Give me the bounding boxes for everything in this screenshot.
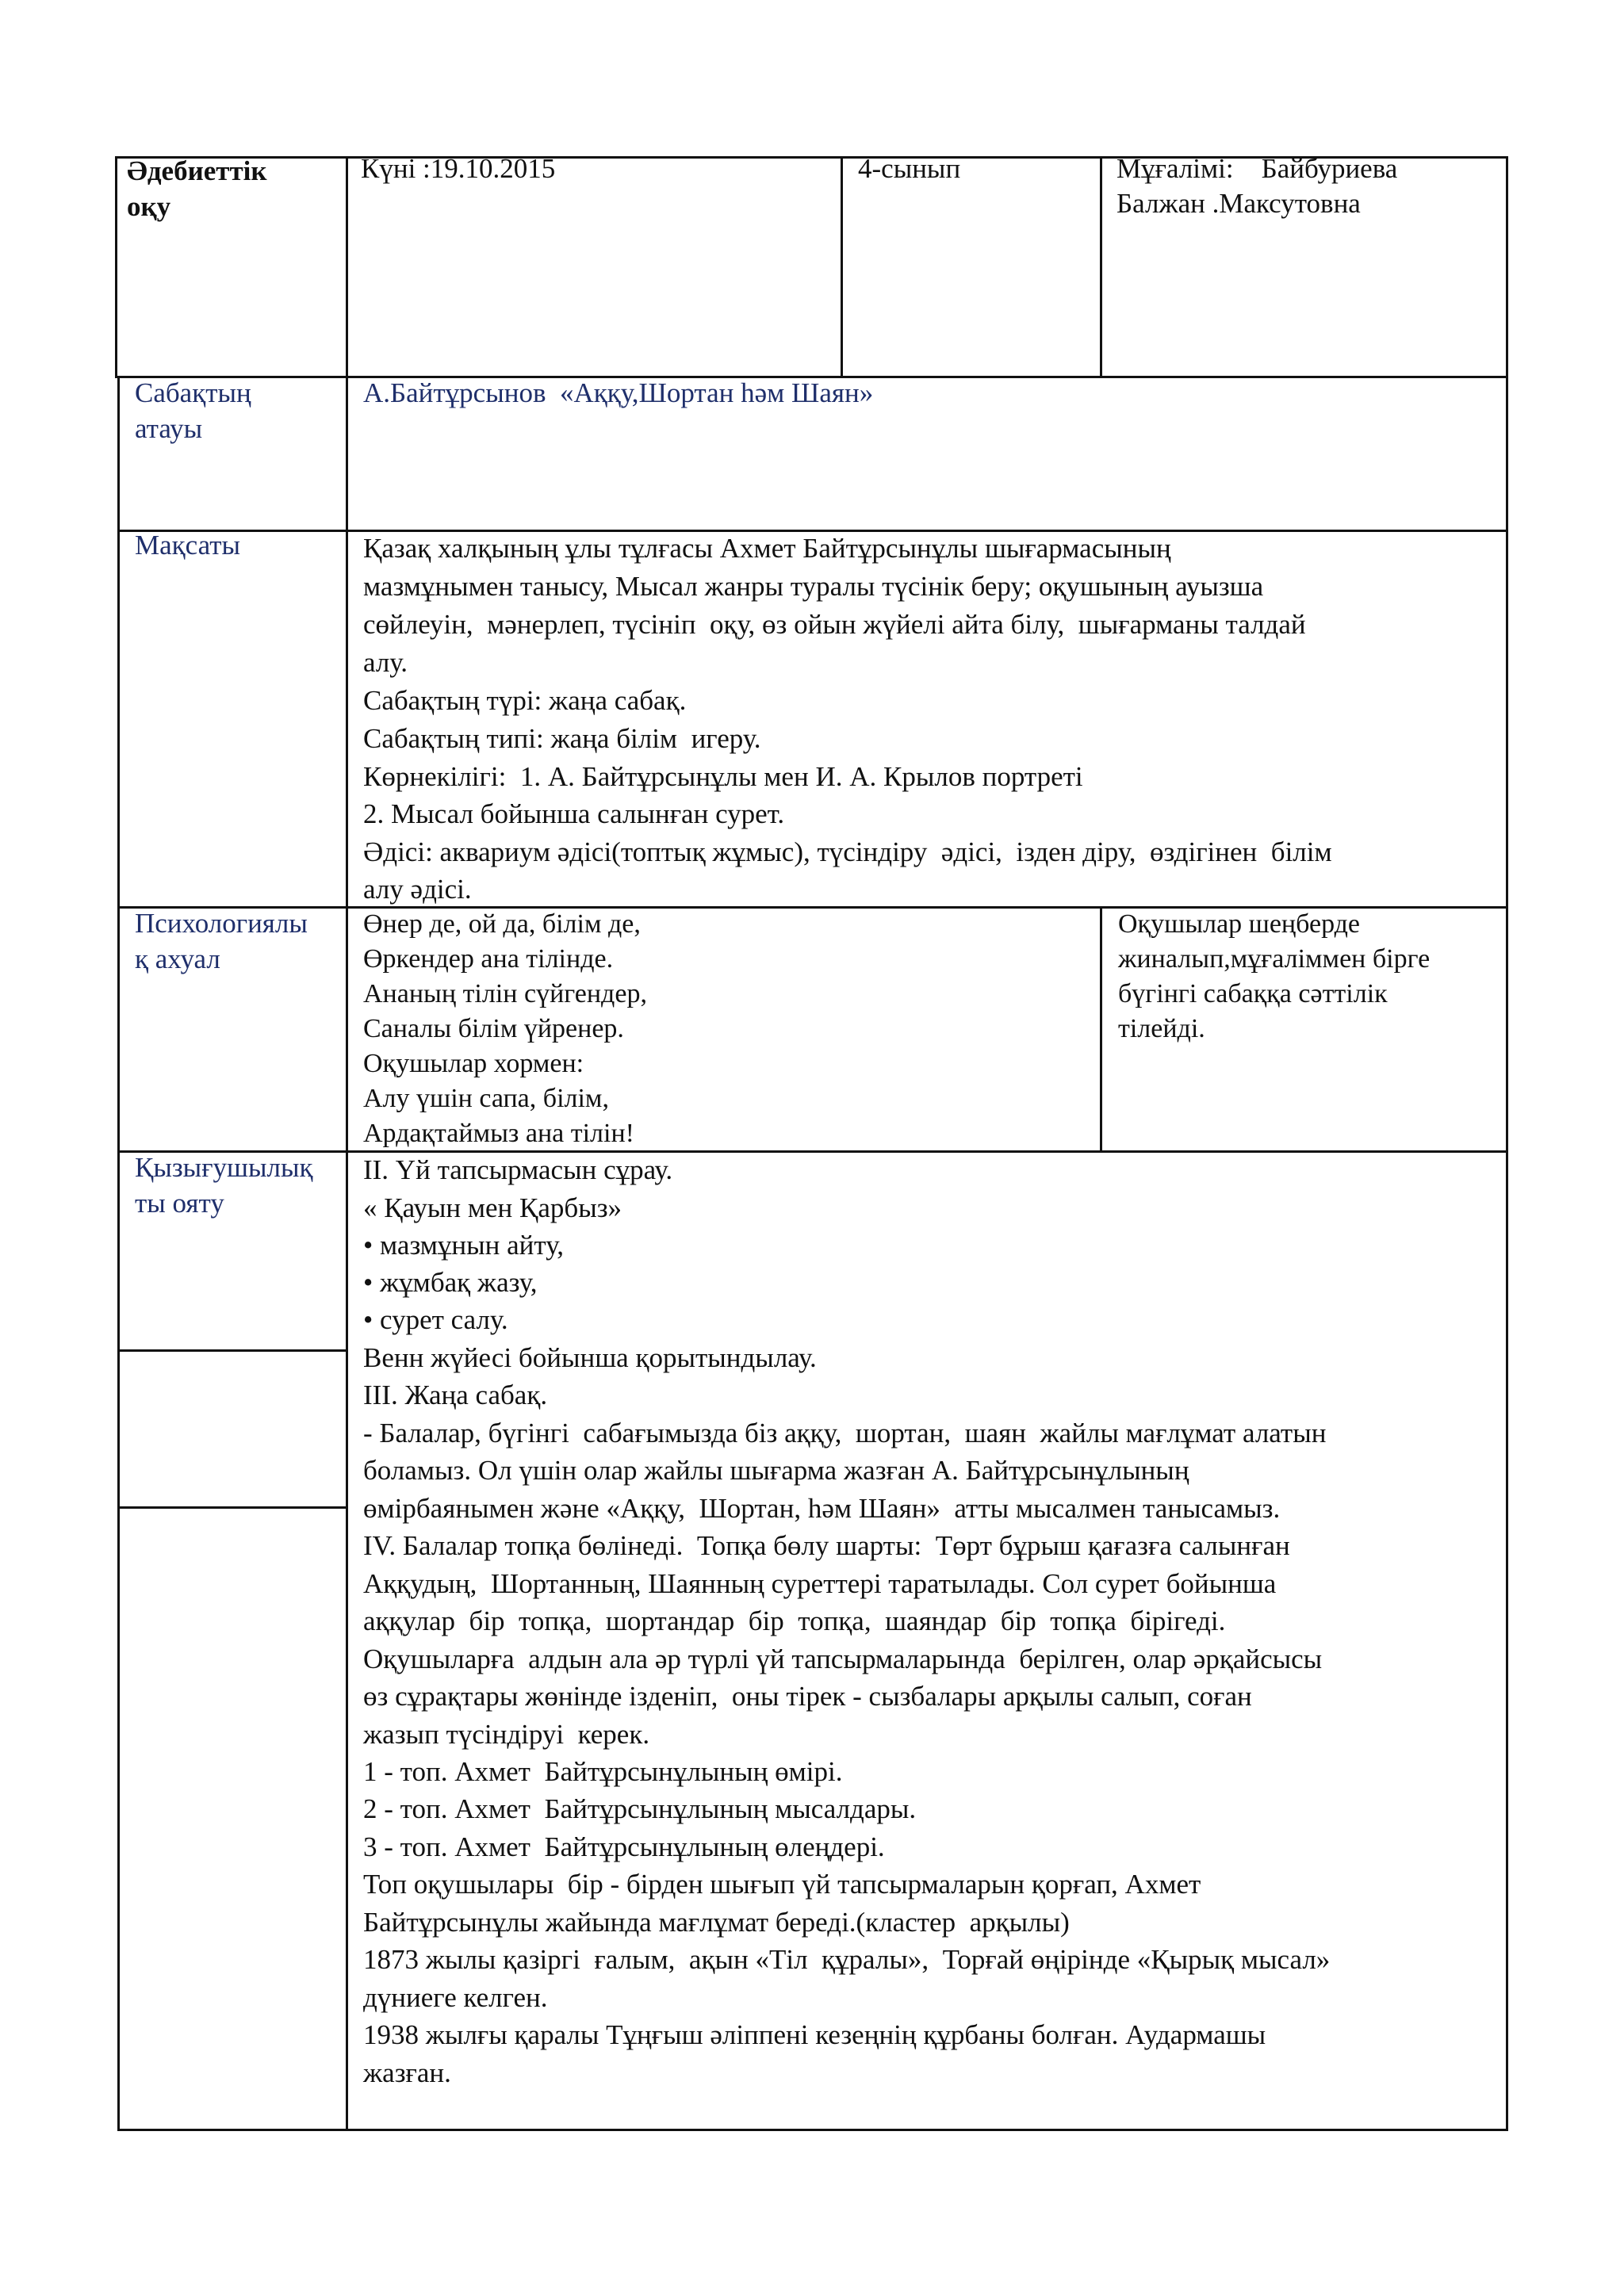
table-border-left-header (115, 156, 117, 377)
interest-line: • сурет салу. (363, 1304, 508, 1335)
interest-line: дүниеге келген. (363, 1982, 548, 2013)
row-divider-4 (117, 1150, 1508, 1153)
note-line: Оқушылар шеңберде (1118, 909, 1361, 939)
grade: 4-сынып (858, 153, 961, 184)
interest-line: - Балалар, бүгінгі сабағымызда біз аққу, шортан, шаян жайлы мағлұмат алатын (363, 1418, 1327, 1448)
interest-line: Топ оқушылары бір - бірден шығып үй тапсырмаларын қорғап, Ахмет (363, 1869, 1201, 1900)
poem-line: Өркендер ана тілінде. (363, 944, 614, 974)
label-divider-1 (117, 1349, 347, 1352)
header-divider-3 (1100, 156, 1102, 377)
interest-label-1: Қызығушылық (135, 1152, 313, 1183)
header-divider-1 (346, 156, 348, 2130)
interest-label-2: ты ояту (135, 1188, 224, 1219)
interest-line: 1873 жылы қазіргі ғалым, ақын «Тіл құралы», Торғай өңірінде «Қырық мысал» (363, 1944, 1331, 1975)
goal-line: 2. Мысал бойынша салынған сурет. (363, 798, 785, 829)
subject-line-2: оқу (127, 191, 171, 222)
lesson-date: Күні :19.10.2015 (361, 153, 556, 184)
poem-line: Саналы білім үйренер. (363, 1014, 624, 1043)
interest-line: ІІІ. Жаңа сабақ. (363, 1380, 548, 1410)
interest-line: боламыз. Ол үшін олар жайлы шығарма жазған А. Байтұрсынұлының (363, 1455, 1189, 1486)
interest-line: • мазмұнын айту, (363, 1230, 564, 1261)
teacher-line-2: Балжан .Максутовна (1116, 188, 1361, 219)
note-line: тілейді. (1118, 1014, 1205, 1043)
interest-line: өмірбаянымен және «Аққу, Шортан, һәм Шаян» атты мысалмен танысамыз. (363, 1493, 1281, 1524)
goal-line: сөйлеуін, мәнерлеп, түсініп оқу, өз ойын жүйелі айта білу, шығарманы талдай (363, 609, 1306, 640)
table-border-left (117, 377, 120, 2130)
interest-line: аққулар бір топқа, шортандар бір топқа, шаяндар бір топқа бірігеді. (363, 1605, 1226, 1636)
poem-line: Алу үшін сапа, білім, (363, 1084, 609, 1113)
goal-line: алу әдісі. (363, 874, 472, 905)
poem-line: Ардақтаймыз ана тілін! (363, 1119, 634, 1148)
title-label-2: атауы (135, 413, 203, 444)
label-divider-2 (117, 1506, 347, 1509)
interest-line: өз сұрақтары жөнінде ізденіп, оны тірек - сызбалары арқылы салып, соған (363, 1681, 1252, 1712)
interest-line: 1 - топ. Ахмет Байтұрсынұлының өмірі. (363, 1756, 843, 1787)
table-border-bottom (117, 2129, 1508, 2131)
teacher-line-1: Мұғалімі: Байбуриева (1116, 153, 1398, 184)
interest-line: 3 - топ. Ахмет Байтұрсынұлының өлеңдері. (363, 1831, 885, 1862)
interest-line: 2 - топ. Ахмет Байтұрсынұлының мысалдары. (363, 1793, 917, 1824)
poem-line: Оқушылар хормен: (363, 1049, 584, 1078)
interest-line: 1938 жылғы қаралы Тұңғыш әліппені кезеңнің құрбаны болған. Аудармашы (363, 2019, 1266, 2050)
goal-line: Әдісі: аквариум әдісі(топтық жұмыс), түсіндіру әдісі, ізден діру, өздігінен білім (363, 836, 1332, 867)
psych-divider (1100, 906, 1102, 1152)
interest-line: IV. Балалар топқа бөлінеді. Топқа бөлу шарты: Төрт бұрыш қағазға салынған (363, 1530, 1290, 1561)
poem-line: Ананың тілін сүйгендер, (363, 979, 647, 1008)
table-border-right (1506, 156, 1508, 2130)
goal-line: мазмұнымен танысу, Мысал жанры туралы түсінік беру; оқушының ауызша (363, 571, 1264, 602)
interest-line: Венн жүйесі бойынша қорытындылау. (363, 1342, 817, 1373)
header-divider-2 (841, 156, 843, 377)
interest-line: « Қауын мен Қарбыз» (363, 1192, 622, 1223)
interest-line: Байтұрсынұлы жайында мағлұмат береді.(кластер арқылы) (363, 1907, 1070, 1938)
goal-line: Қазақ халқының ұлы тұлғасы Ахмет Байтұрсынұлы шығармасының (363, 533, 1171, 564)
goal-line: алу. (363, 647, 408, 678)
interest-line: жазып түсіндіруі керек. (363, 1719, 650, 1750)
lesson-title: А.Байтұрсынов «Аққу,Шортан һәм Шаян» (363, 377, 874, 408)
goal-label: Мақсаты (135, 530, 241, 561)
interest-line: • жұмбақ жазу, (363, 1267, 538, 1298)
note-line: бүгінгі сабаққа сәттілік (1118, 979, 1388, 1008)
interest-line: Аққудың, Шортанның, Шаянның суреттері таратылады. Сол сурет бойынша (363, 1568, 1277, 1599)
title-label-1: Сабақтың (135, 377, 251, 408)
goal-line: Сабақтың типі: жаңа білім игеру. (363, 723, 761, 754)
psych-label-2: қ ахуал (135, 943, 220, 974)
subject-line-1: Әдебиеттік (127, 155, 267, 186)
interest-line: Оқушыларға алдын ала әр түрлі үй тапсырмаларында берілген, олар әрқайсысы (363, 1644, 1323, 1674)
interest-line: ІІ. Үй тапсырмасын сұрау. (363, 1154, 673, 1185)
goal-line: Көрнекілігі: 1. А. Байтұрсынұлы мен И. А. Крылов портреті (363, 761, 1083, 792)
psych-label-1: Психологиялы (135, 908, 308, 939)
goal-line: Сабақтың түрі: жаңа сабақ. (363, 685, 687, 716)
interest-line: жазған. (363, 2057, 451, 2088)
note-line: жиналып,мұғаліммен бірге (1118, 944, 1431, 974)
poem-line: Өнер де, ой да, білім де, (363, 909, 641, 939)
